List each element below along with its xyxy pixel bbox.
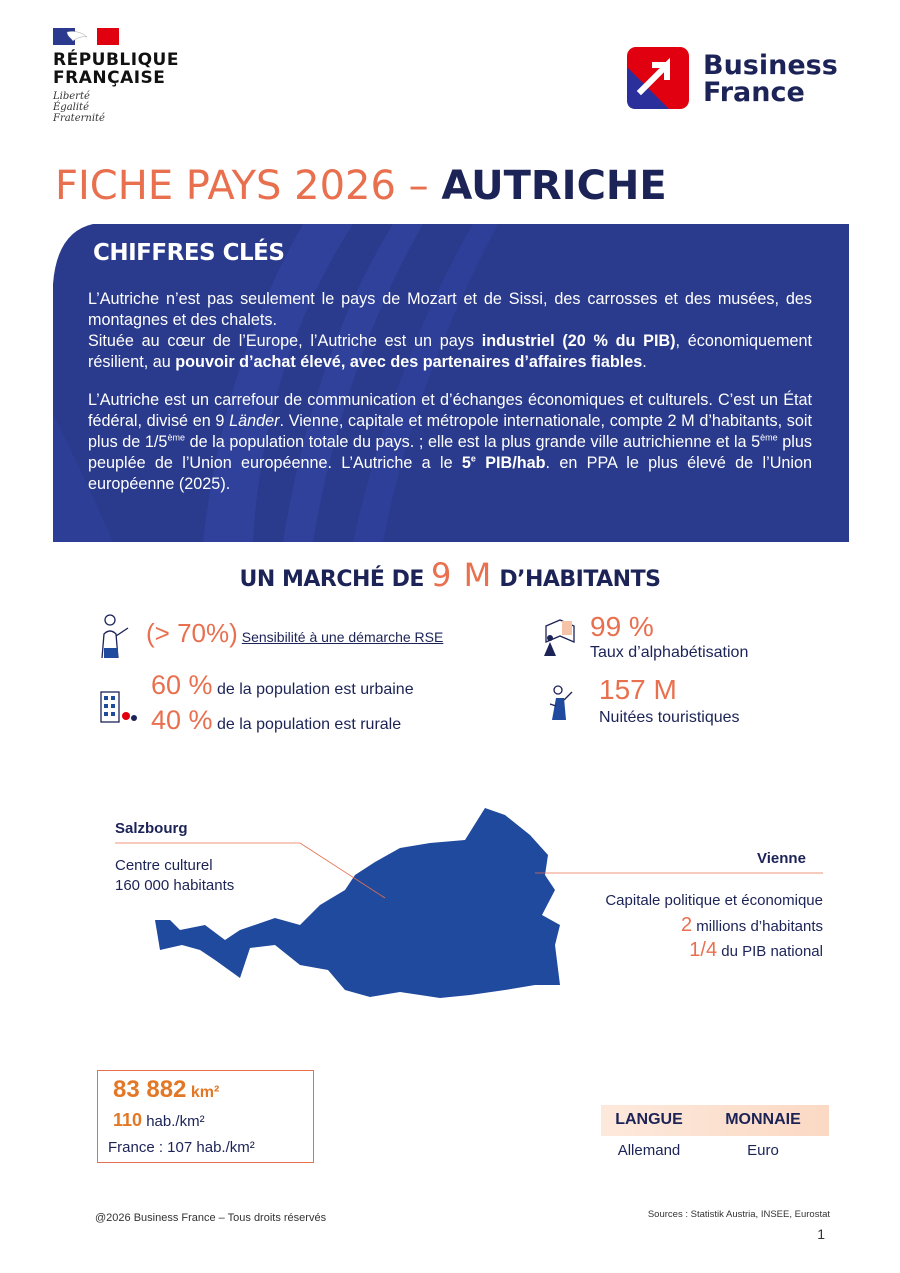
business-france-logo-icon	[627, 47, 689, 109]
republique-francaise-title: RÉPUBLIQUE FRANÇAISE	[53, 50, 179, 88]
area-value: 83 882 km²	[113, 1076, 220, 1103]
reading-book-icon	[538, 612, 578, 660]
language-header: LANGUE	[615, 1111, 683, 1128]
key-figures-paragraph-2: L’Autriche est un carrefour de communication et d’échanges économiques et culturels. C’est un État fédéral, divisé en 9 Länder. Vienne, capitale et métropole internationale, compte 2 M d’habitants, soit plus de 1/5ème de la population totale du pays. ; elle est la plus grande ville autrichienne et la 5ème plus peuplée de l’Union européenne. L’Autriche a le 5e PIB/hab. en PPA le plus élevé de l’Union européenne (2025).	[88, 391, 812, 493]
vienne-gdp-share: 1/4 du PIB national	[689, 939, 823, 961]
republique-motto: Liberté Égalité Fraternité	[53, 91, 105, 124]
france-density: France : 107 hab./km²	[108, 1139, 255, 1156]
key-figures-text	[88, 289, 812, 512]
vienne-population: 2 millions d’habitants	[680, 914, 823, 936]
vienne-description: Capitale politique et économique	[605, 892, 823, 909]
rse-value: (> 70%)	[146, 618, 238, 648]
page-title	[55, 162, 667, 210]
literacy-value: 99 %	[590, 611, 654, 642]
tourist-nights-label: Nuitées touristiques	[599, 709, 740, 726]
language-value: Allemand	[617, 1142, 681, 1159]
density-value: 110 hab./km²	[113, 1110, 205, 1130]
literacy-label: Taux d’alphabétisation	[590, 644, 749, 661]
vienne-title: Vienne	[757, 850, 806, 867]
salzbourg-description: Centre culturel	[115, 857, 213, 874]
sources-note: Sources : Statistik Austria, INSEE, Eurostat	[647, 1209, 830, 1220]
tourist-person-icon	[546, 680, 586, 728]
rse-stat	[146, 618, 443, 649]
key-figures-heading: CHIFFRES CLÉS	[93, 240, 285, 266]
salzbourg-title: Salzbourg	[115, 820, 188, 837]
salzbourg-population: 160 000 habitants	[115, 877, 235, 894]
key-figures-paragraph-1: L’Autriche n’est pas seulement le pays de Mozart et de Sissi, des carrosses et des musées, des montagnes et des chalets. Située au cœur de l’Europe, l’Autriche est un pays industriel (20 % du PIB), économiquement résilient, au pouvoir d’achat élevé, avec des partenaires d’affaires fiables.	[88, 290, 812, 371]
market-population-value: 9 M	[431, 556, 493, 594]
rural-stat	[151, 705, 401, 736]
urban-label: de la population est urbaine	[217, 681, 414, 698]
currency-header: MONNAIE	[725, 1111, 801, 1128]
presenter-person-icon	[96, 612, 136, 660]
copyright-notice: @2026 Business France – Tous droits réservés	[95, 1212, 327, 1224]
rural-value: 40 %	[151, 705, 213, 735]
rse-label: Sensibilité à une démarche RSE	[241, 629, 444, 645]
page-title-prefix: FICHE PAYS 2026 –	[55, 163, 442, 209]
page-number: 1	[817, 1226, 825, 1242]
city-building-icon	[98, 684, 138, 732]
urban-value: 60 %	[151, 670, 213, 700]
rural-label: de la population est rurale	[217, 716, 402, 733]
austria-shape	[155, 808, 560, 998]
tourist-nights-value: 157 M	[599, 674, 677, 705]
marianne-flag-logo	[53, 28, 119, 45]
market-heading: UN MARCHÉ DE 9 M D’HABITANTS	[239, 556, 661, 594]
business-france-wordmark: Business France	[703, 50, 838, 108]
page-title-country: AUTRICHE	[441, 163, 667, 209]
currency-value: Euro	[747, 1142, 779, 1159]
urban-stat	[151, 670, 414, 701]
